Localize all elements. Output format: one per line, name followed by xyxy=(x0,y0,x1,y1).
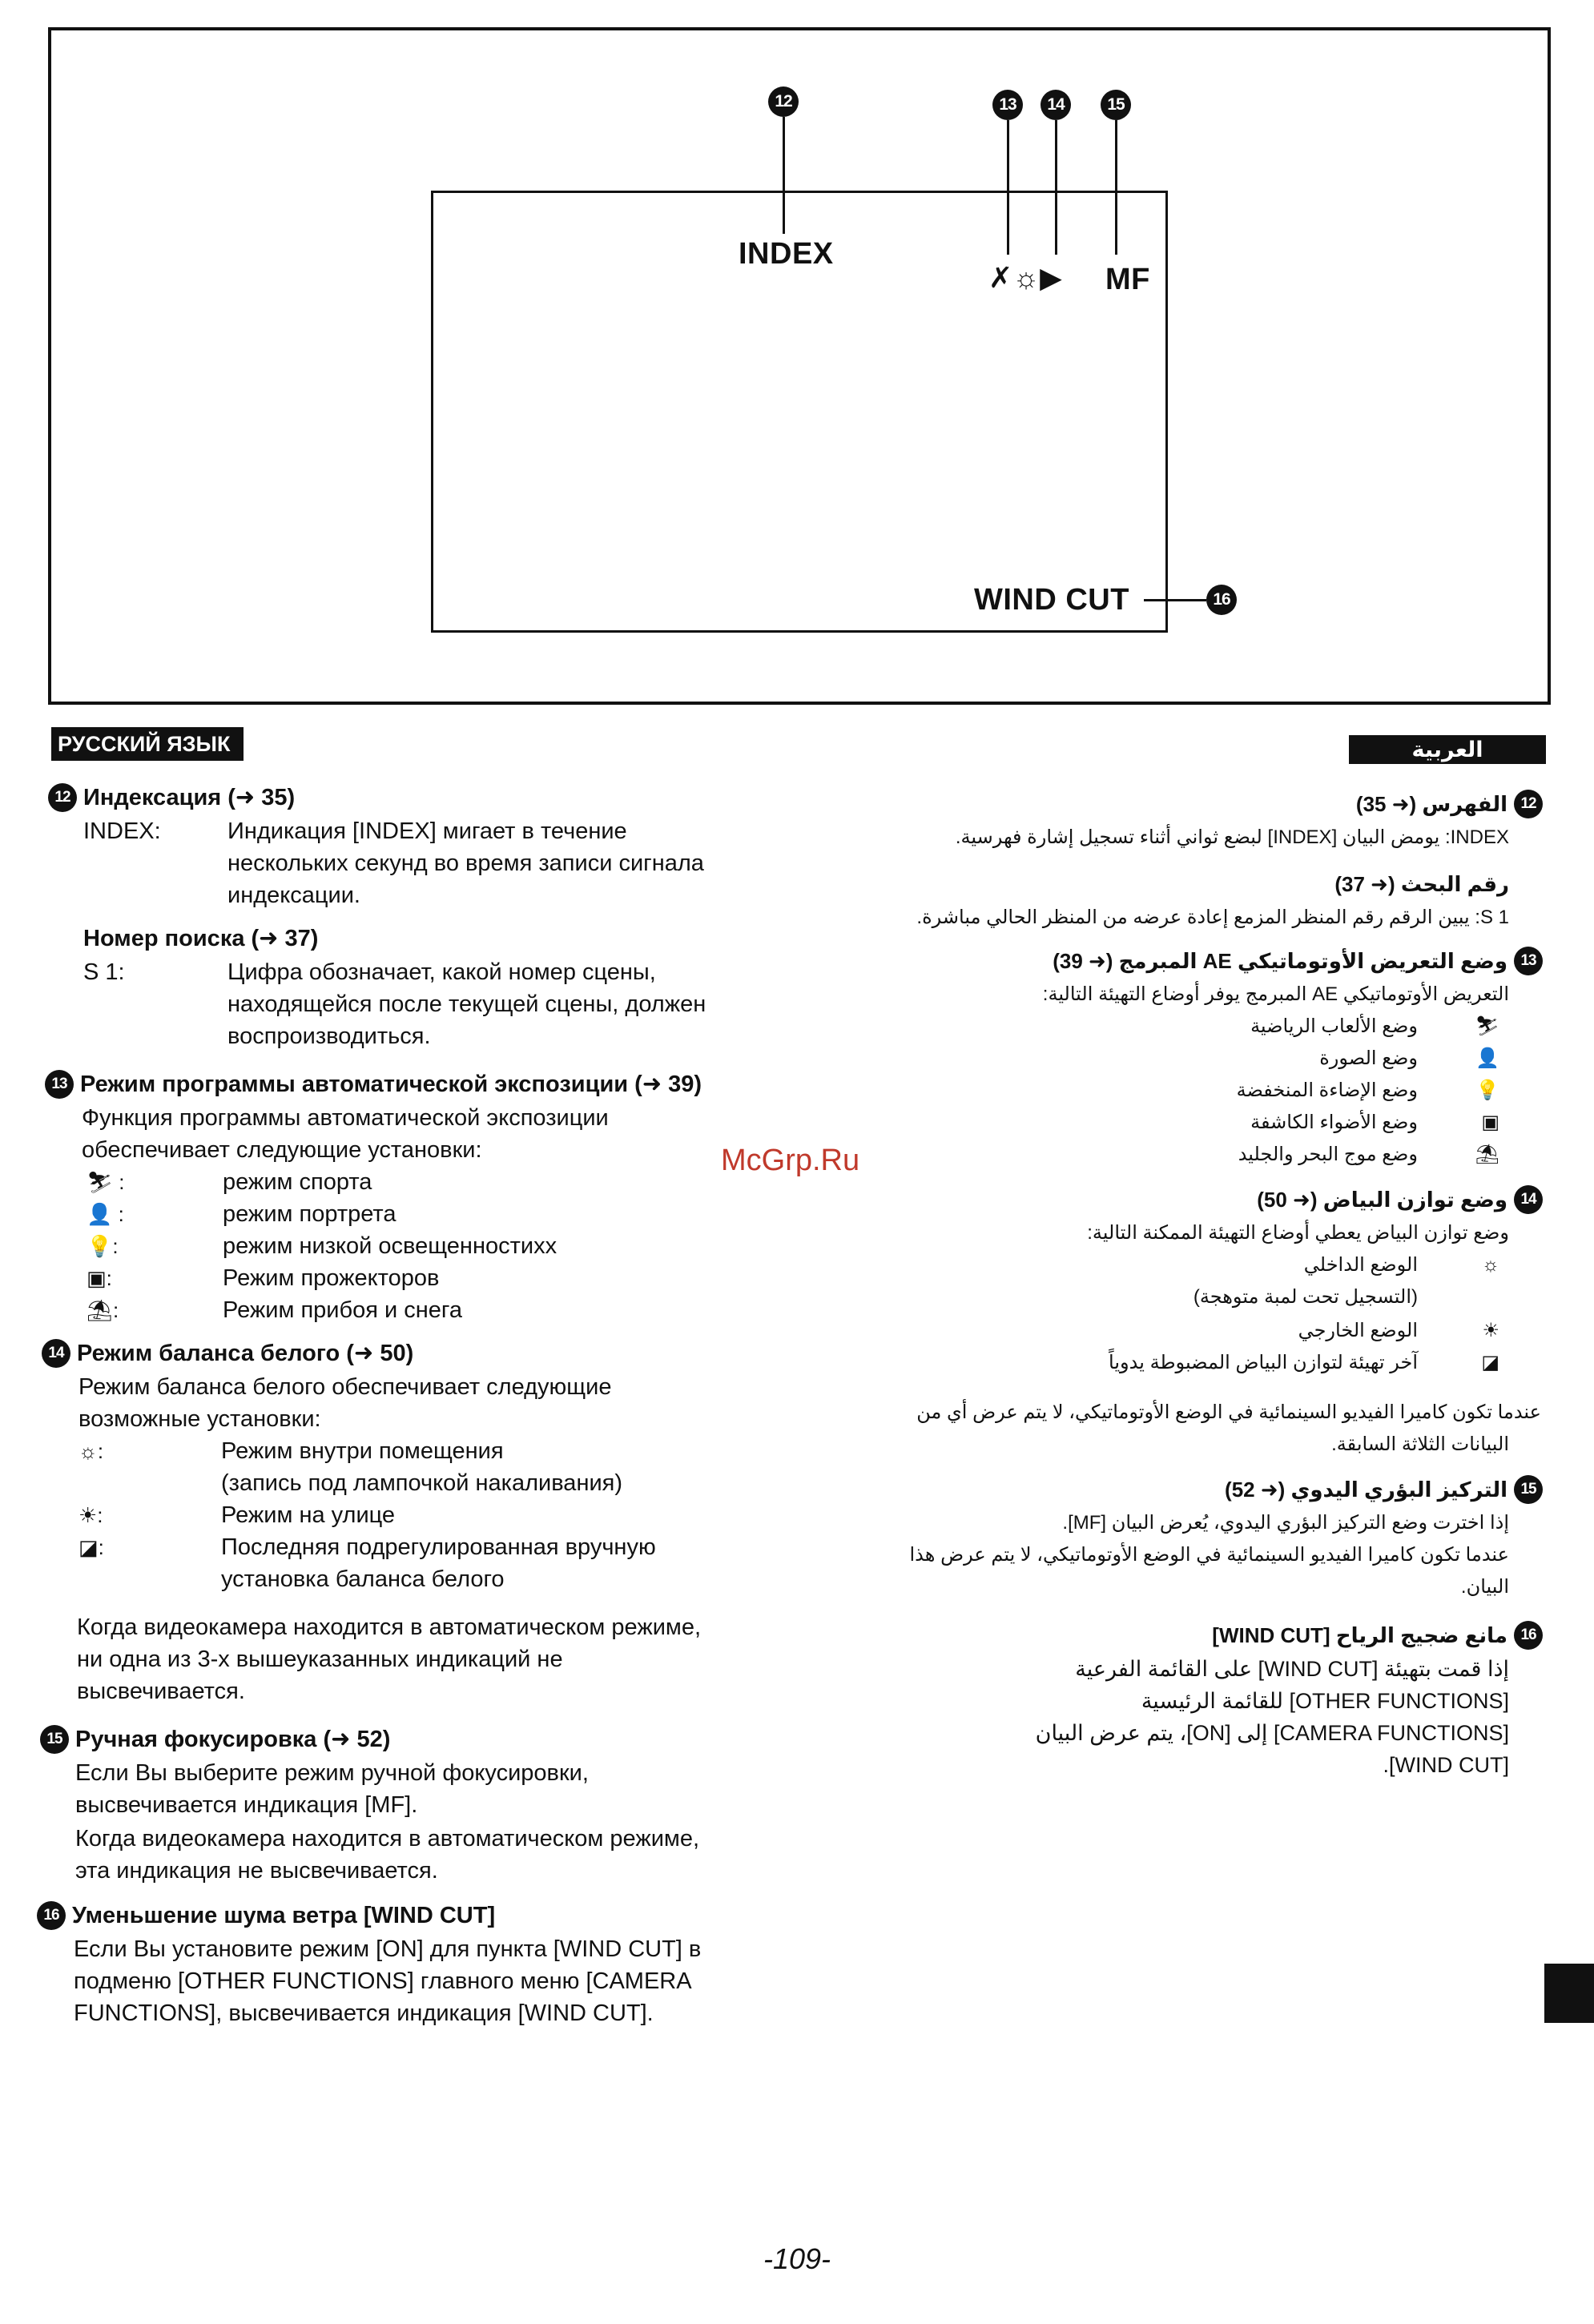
ru-search-line-3: воспроизводиться. xyxy=(227,1023,431,1049)
ru-callout-13: 13 xyxy=(45,1070,74,1099)
ar-13-item-1: وضع الألعاب الرياضية xyxy=(1250,1015,1418,1037)
ar-13-item-4: وضع الأضواء الكاشفة xyxy=(1250,1112,1418,1133)
osd-mode-icons: ✗☼▶ xyxy=(988,261,1063,294)
callout-13: 13 xyxy=(992,90,1023,120)
ru-search-title: Номер поиска (➜ 37) xyxy=(83,926,319,951)
side-tab-marker xyxy=(1544,1964,1594,2023)
ru-14-note-3: высвечивается. xyxy=(77,1679,245,1704)
callout-12: 12 xyxy=(768,86,799,117)
ar-callout-15: 15 xyxy=(1514,1475,1543,1504)
leader-line-16 xyxy=(1144,599,1206,601)
ar-13-intro: التعريض الأوتوماتيكي AE المبرمج يوفر أوضاع التهيئة التالية: xyxy=(1042,983,1509,1005)
ru-callout-15: 15 xyxy=(40,1725,69,1754)
ru-section-14-title: Режим баланса белого (➜ 50) xyxy=(77,1341,414,1366)
ar-14-item-3: الوضع الخارجي xyxy=(1298,1320,1418,1341)
ru-index-term: INDEX: xyxy=(83,818,161,844)
ar-section-16-heading xyxy=(1212,1619,1543,1651)
ru-section-12-title: Индексация (➜ 35) xyxy=(83,785,296,810)
ar-13-item-3: وضع الإضاءة المنخفضة xyxy=(1236,1080,1418,1101)
ar-16-line-3: [CAMERA FUNCTIONS] إلى [ON]، يتم عرض البيان xyxy=(1035,1721,1509,1745)
ar-section-12-title: الفهرس (➜ 35) xyxy=(1355,792,1507,816)
ru-13-item-2: режим портрета xyxy=(223,1201,396,1227)
ru-index-line-3: индексации. xyxy=(227,883,360,908)
ru-section-15-title: Ручная фокусировка (➜ 52) xyxy=(75,1727,391,1752)
ru-callout-16: 16 xyxy=(37,1901,66,1930)
ru-section-13-title: Режим программы автоматической экспозиции (➜ 39) xyxy=(80,1072,702,1097)
outdoor-wb-icon: ☀: xyxy=(78,1503,103,1527)
ar-15-line-1: إذا اخترت وضع التركيز البؤري اليدوي، يُعرض البيان [MF]. xyxy=(1062,1512,1509,1534)
ar-callout-16: 16 xyxy=(1514,1621,1543,1650)
ar-section-16-title: مانع ضجيج الرياح [WIND CUT] xyxy=(1212,1623,1507,1647)
ar-search-title: رقم البحث (➜ 37) xyxy=(1334,872,1509,896)
ru-section-13-heading xyxy=(45,1068,702,1100)
arabic-language-label: العربية xyxy=(1349,735,1546,764)
ar-15-line-2: عندما تكون كاميرا الفيديو السينمائية في الوضع الأوتوماتيكي، لا يتم عرض هذا xyxy=(909,1544,1509,1566)
low-light-mode-icon: 💡: xyxy=(87,1234,119,1258)
osd-mf-label: MF xyxy=(1105,263,1150,296)
ru-15-line-1: Если Вы выберите режим ручной фокусировки, xyxy=(75,1760,589,1786)
ru-14-note-2: ни одна из 3-х вышеуказанных индикаций не xyxy=(77,1647,563,1672)
ru-13-item-5: Режим прибоя и снега xyxy=(223,1297,462,1323)
sports-mode-icon: ⛷ : xyxy=(87,1170,125,1194)
ar-surf-snow-mode-icon: ⛱ xyxy=(1475,1144,1499,1165)
ar-section-15-heading xyxy=(1225,1474,1543,1506)
ar-14-note-2: البيانات الثلاثة السابقة. xyxy=(1331,1433,1509,1455)
surf-snow-mode-icon: ⛱: xyxy=(87,1298,119,1322)
ar-14-item-2: (التسجيل تحت لمبة متوهجة) xyxy=(1193,1286,1418,1308)
ar-14-intro: وضع توازن البياض يعطي أوضاع التهيئة الممكنة التالية: xyxy=(1087,1222,1509,1244)
ru-13-line-1: Функция программы автоматической экспозиции xyxy=(82,1105,609,1131)
ar-14-note-1: عندما تكون كاميرا الفيديو السينمائية في الوضع الأوتوماتيكي، لا يتم عرض أي من xyxy=(916,1401,1541,1423)
ru-search-term: S 1: xyxy=(83,959,125,985)
ar-16-line-2: [OTHER FUNCTIONS] للقائمة الرئيسية xyxy=(1141,1689,1509,1713)
ar-spotlight-mode-icon: ▣ xyxy=(1481,1112,1499,1133)
ar-16-line-4: [WIND CUT]. xyxy=(1383,1753,1509,1777)
callout-15: 15 xyxy=(1101,90,1131,120)
ru-index-line-1: Индикация [INDEX] мигает в течение xyxy=(227,818,627,844)
ru-callout-14: 14 xyxy=(42,1339,70,1368)
ru-13-line-2: обеспечивает следующие установки: xyxy=(82,1137,482,1163)
ar-14-item-4: آخر تهيئة لتوازن البياض المضبوطة يدوياً xyxy=(1109,1352,1418,1373)
ru-15-line-4: эта индикация не высвечивается. xyxy=(75,1858,438,1884)
ru-16-line-3: FUNCTIONS], высвечивается индикация [WIND CUT]. xyxy=(74,2000,654,2026)
ru-14-item-5: установка баланса белого xyxy=(221,1566,505,1592)
ar-section-14-heading xyxy=(1257,1184,1543,1216)
ru-14-item-4: Последняя подрегулированная вручную xyxy=(221,1534,656,1560)
ar-sports-mode-icon: ⛷ xyxy=(1475,1015,1499,1037)
callout-16: 16 xyxy=(1206,585,1237,615)
osd-wind-cut-label: WIND CUT xyxy=(974,583,1129,617)
ru-15-line-3: Когда видеокамера находится в автоматическом режиме, xyxy=(75,1826,700,1852)
ru-13-item-3: режим низкой освещенностиxх xyxy=(223,1233,557,1259)
leader-line-15 xyxy=(1115,120,1117,255)
ar-low-light-mode-icon: 💡 xyxy=(1475,1080,1499,1101)
ru-index-line-2: нескольких секунд во время записи сигнала xyxy=(227,850,704,876)
ru-16-line-1: Если Вы установите режим [ON] для пункта [WIND CUT] в xyxy=(74,1936,702,1962)
indoor-wb-icon: ☼: xyxy=(78,1439,104,1463)
ar-callout-14: 14 xyxy=(1514,1185,1543,1214)
leader-line-14 xyxy=(1055,120,1057,255)
osd-index-label: INDEX xyxy=(739,237,834,271)
watermark: McGrp.Ru xyxy=(721,1144,860,1177)
ru-16-line-2: подменю [OTHER FUNCTIONS] главного меню [CAMERA xyxy=(74,1968,692,1994)
ru-14-line-1: Режим баланса белого обеспечивает следующие xyxy=(78,1374,612,1400)
ru-13-item-4: Режим прожекторов xyxy=(223,1265,440,1291)
ar-13-item-2: وضع الصورة xyxy=(1319,1047,1418,1069)
callout-14: 14 xyxy=(1041,90,1071,120)
ar-outdoor-wb-icon: ☀ xyxy=(1482,1320,1499,1341)
ru-14-line-2: возможные установки: xyxy=(78,1406,321,1432)
ar-14-item-1: الوضع الداخلي xyxy=(1303,1254,1418,1276)
ru-section-14-heading xyxy=(42,1337,413,1369)
ru-15-line-2: высвечивается индикация [MF]. xyxy=(75,1792,418,1818)
ar-callout-13: 13 xyxy=(1514,947,1543,975)
ru-search-line-1: Цифра обозначает, какой номер сцены, xyxy=(227,959,656,985)
ru-search-line-2: находящейся после текущей сцены, должен xyxy=(227,991,706,1017)
ar-indoor-wb-icon: ☼ xyxy=(1482,1254,1499,1276)
ar-section-12-heading xyxy=(1356,788,1543,820)
leader-line-13 xyxy=(1007,120,1009,255)
spotlight-mode-icon: ▣: xyxy=(87,1266,112,1290)
leader-line-12 xyxy=(783,117,785,234)
manual-wb-icon: ◪: xyxy=(78,1535,104,1559)
ar-section-13-title: وضع التعريض الأوتوماتيكي AE المبرمج (➜ 39) xyxy=(1053,949,1507,973)
russian-language-label: РУССКИЙ ЯЗЫК xyxy=(51,727,244,761)
ar-section-14-title: وضع توازن البياض (➜ 50) xyxy=(1257,1188,1507,1212)
ar-portrait-mode-icon: 👤 xyxy=(1475,1047,1499,1069)
ar-section-13-heading xyxy=(1053,945,1543,977)
ar-index-line: INDEX: يومض البيان [INDEX] لبضع ثواني أثناء تسجيل إشارة فهرسية. xyxy=(955,826,1509,848)
ru-14-item-1: Режим внутри помещения xyxy=(221,1438,504,1464)
ru-section-15-heading xyxy=(40,1723,390,1755)
ru-section-12-heading xyxy=(48,782,295,814)
ar-15-line-3: البيان. xyxy=(1460,1576,1509,1598)
ru-14-item-3: Режим на улице xyxy=(221,1502,396,1528)
ru-14-item-2: (запись под лампочкой накаливания) xyxy=(221,1470,623,1496)
ar-manual-wb-icon: ◪ xyxy=(1481,1352,1499,1373)
ru-14-note-1: Когда видеокамера находится в автоматическом режиме, xyxy=(77,1614,702,1640)
ru-13-item-1: режим спорта xyxy=(223,1169,372,1195)
ar-13-item-5: وضع موج البحر والجليد xyxy=(1238,1144,1418,1165)
ar-search-line: S 1: يبين الرقم رقم المنظر المزمع إعادة عرضه من المنظر الحالي مباشرة. xyxy=(916,907,1509,928)
ru-section-16-title: Уменьшение шума ветра [WIND CUT] xyxy=(72,1903,496,1928)
ar-16-line-1: إذا قمت بتهيئة [WIND CUT] على القائمة الفرعية xyxy=(1075,1657,1509,1681)
portrait-mode-icon: 👤 : xyxy=(87,1202,124,1226)
page-number: -109- xyxy=(763,2242,831,2275)
ar-section-15-title: التركيز البؤري اليدوي (➜ 52) xyxy=(1225,1478,1507,1502)
ar-callout-12: 12 xyxy=(1514,790,1543,818)
ru-section-16-heading xyxy=(37,1900,495,1932)
ru-callout-12: 12 xyxy=(48,783,77,812)
